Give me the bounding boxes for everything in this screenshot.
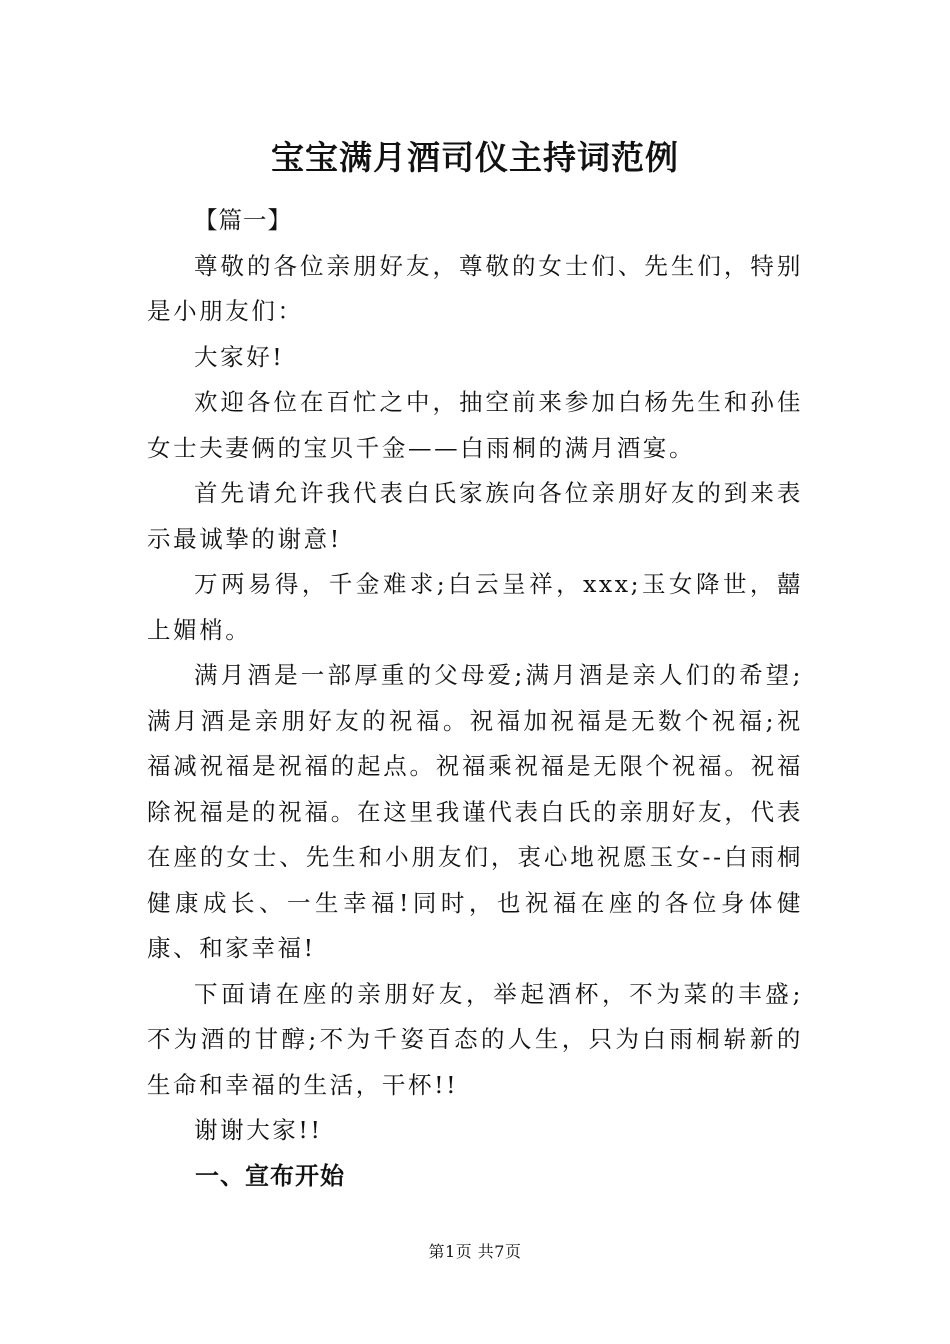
- document-body: [147, 198, 803, 1199]
- page-footer: 第1页 共7页: [428, 1242, 522, 1261]
- paragraph-hello: 大家好!: [194, 342, 285, 371]
- paragraph-thanks: 首先请允许我代表白氏家族向各位亲朋好友的到来表示最诚挚的谢意!: [147, 479, 803, 553]
- paragraph-toast: 下面请在座的亲朋好友，举起酒杯，不为菜的丰盛;不为酒的甘醇;不为千姿百态的人生，只为白雨桐崭新的生命和幸福的生活，干杯!!: [147, 979, 803, 1099]
- paragraph-blessing-verse: 万两易得，千金难求;白云呈祥，xxx;玉女降世，囍上媚梢。: [147, 570, 803, 644]
- section-label: 【篇一】: [194, 206, 292, 234]
- paragraph-full-moon-wishes: 满月酒是一部厚重的父母爱;满月酒是亲人们的希望;满月酒是亲朋好友的祝福。祝福加祝福是无数个祝福;祝福减祝福是祝福的起点。祝福乘祝福是无限个祝福。祝福除祝福是的祝福。在这里我谨代表白氏的亲朋好友，代表在座的女士、先生和小朋友们，衷心地祝愿玉女--白雨桐健康成长、一生幸福!同时，也祝福在座的各位身体健康、和家幸福!: [147, 661, 803, 962]
- paragraph-closing-thanks: 谢谢大家!!: [194, 1116, 323, 1144]
- paragraph-welcome: 欢迎各位在百忙之中，抽空前来参加白杨先生和孙佳女士夫妻俩的宝贝千金——白雨桐的满月酒宴。: [147, 388, 803, 462]
- document-title: 宝宝满月酒司仪主持词范例: [271, 138, 679, 177]
- paragraph-greeting-audience: 尊敬的各位亲朋好友，尊敬的女士们、先生们，特别是小朋友们：: [147, 251, 803, 325]
- section-heading: 一、宣布开始: [195, 1161, 345, 1190]
